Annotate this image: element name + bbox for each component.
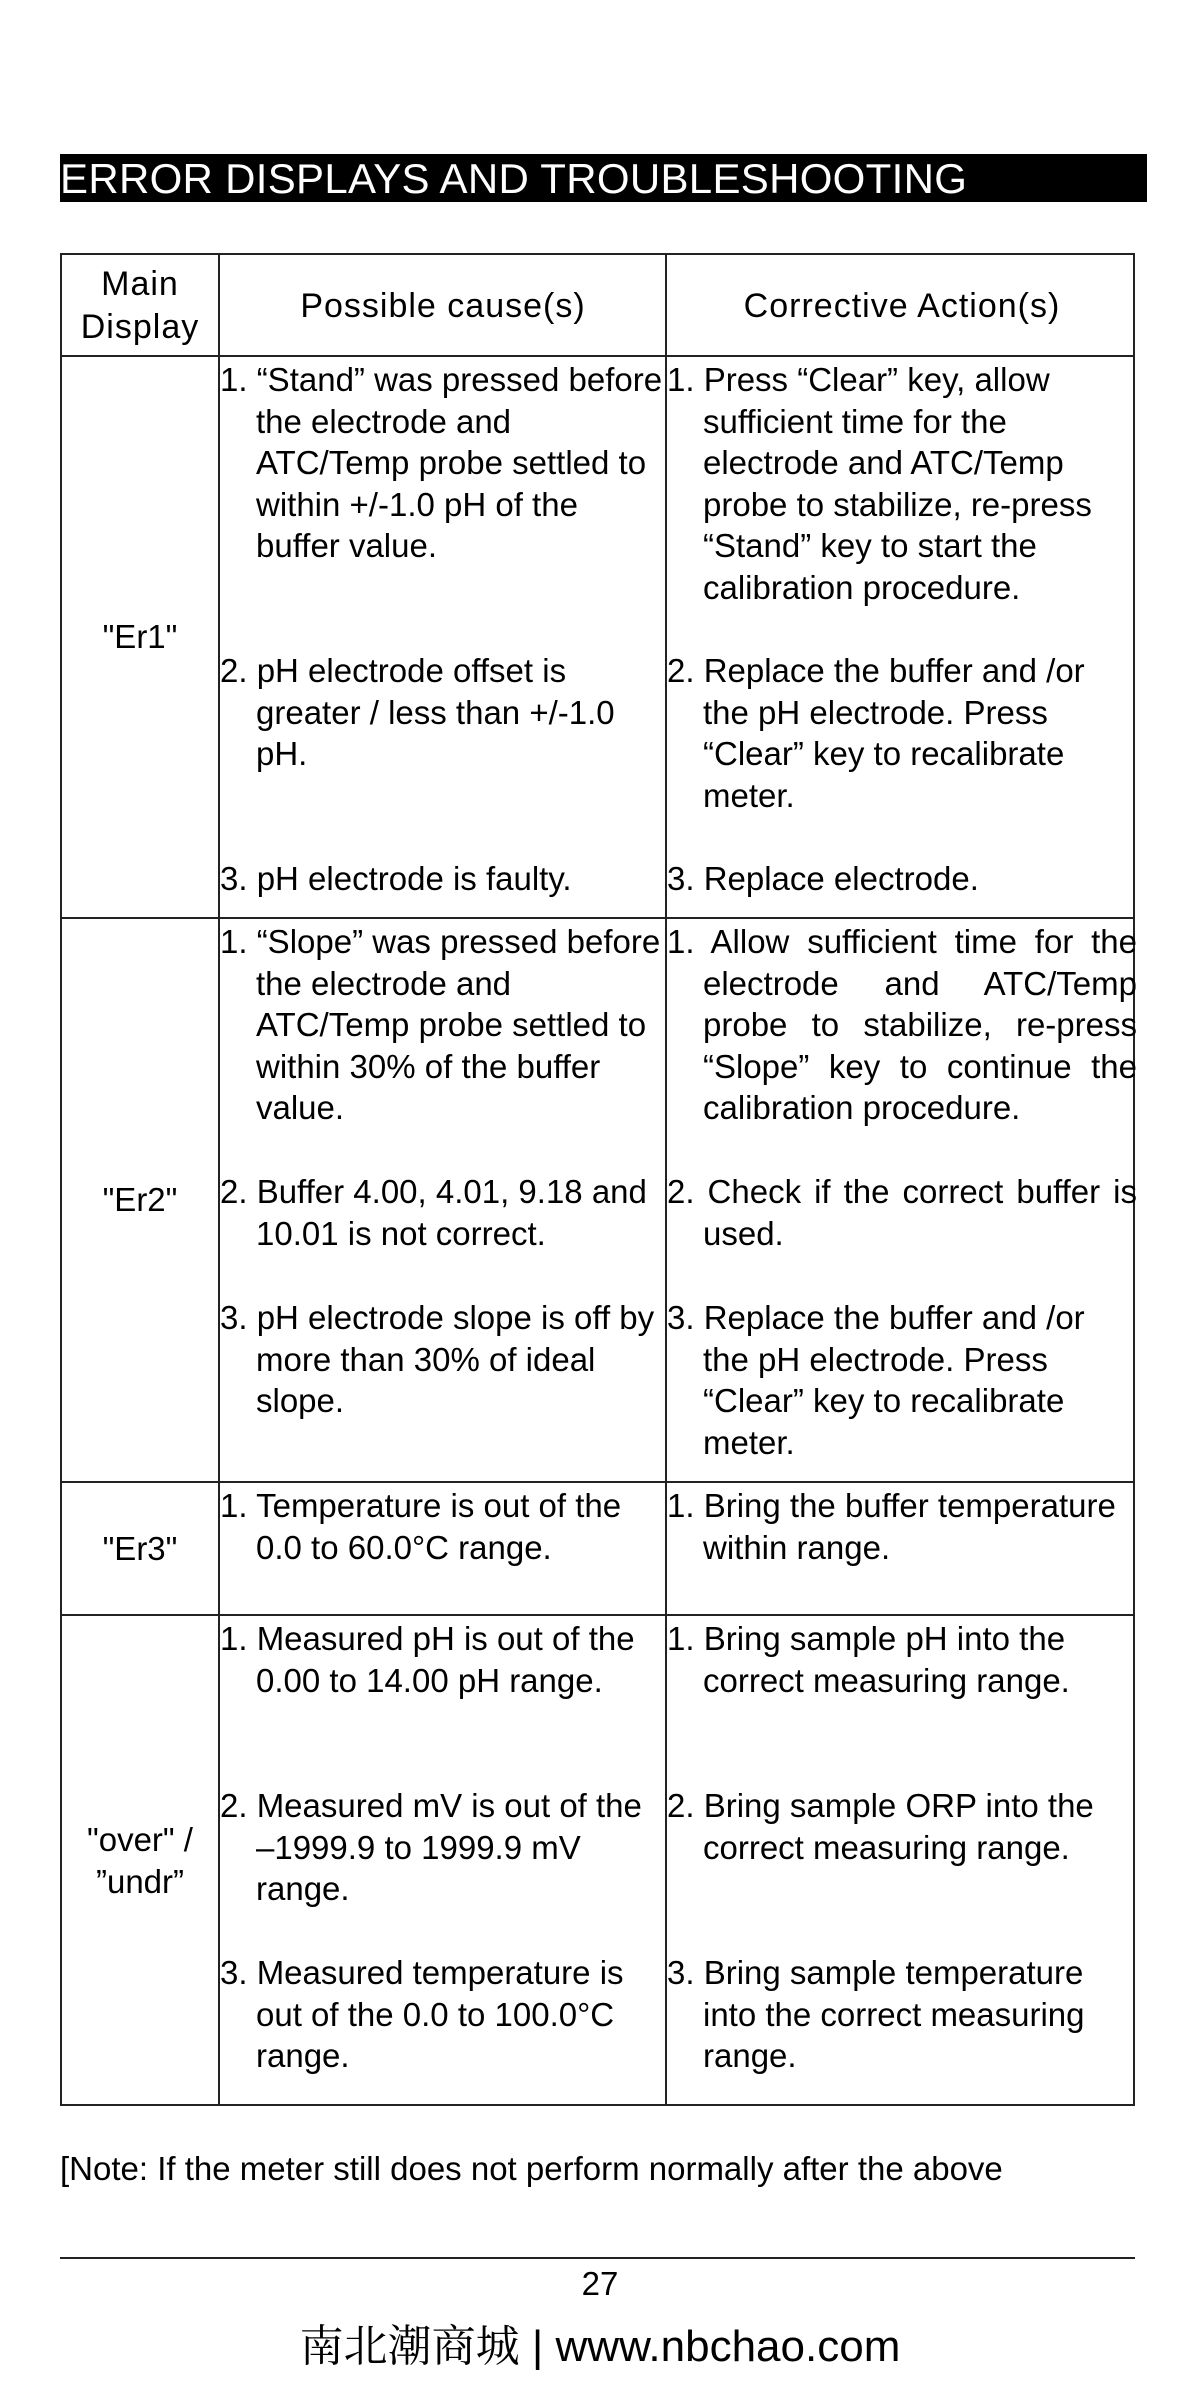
cause-item: 2. pH electrode offset is greater / less than +/-1.0 pH. [220, 652, 615, 772]
header-main-display: Main Display [80, 265, 200, 346]
action-item: 3. Replace electrode. [667, 860, 979, 897]
table-row-over-undr [62, 1616, 1133, 2106]
action-item: 1. Allow sufficient time for the electrode and ATC/Temp probe to stabilize, re-press “Slope” key to continue the calibration procedure. [667, 923, 1137, 1126]
action-item: 1. Bring sample pH into the correct measuring range. [667, 1620, 1070, 1699]
action-item: 2. Replace the buffer and /or the pH electrode. Press “Clear” key to recalibrate meter. [667, 652, 1085, 814]
cause-item: 1. “Stand” was pressed before the electrode and ATC/Temp probe settled to within +/-1.0 pH of the buffer value. [220, 361, 663, 564]
cause-item: 3. pH electrode slope is off by more than 30% of ideal slope. [220, 1299, 655, 1419]
main-display-code: "Er3" [102, 1529, 178, 1567]
action-item: 1. Press “Clear” key, allow sufficient time for the electrode and ATC/Temp probe to stabilize, re-press “Stand” key to start the calibration procedure. [667, 361, 1092, 606]
cause-item: 3. Measured temperature is out of the 0.0 to 100.0°C range. [220, 1954, 624, 2074]
watermark: 南北潮商城 | www.nbchao.com [299, 2322, 901, 2371]
cause-item: 1. Temperature is out of the 0.0 to 60.0°C range. [220, 1487, 622, 1566]
main-display-code: "Er2" [102, 1181, 178, 1218]
header-possible-causes: Possible cause(s) [300, 286, 586, 325]
action-item: 2. Bring sample ORP into the correct measuring range. [667, 1787, 1094, 1866]
cause-item: 2. Buffer 4.00, 4.01, 9.18 and 10.01 is not correct. [220, 1173, 647, 1252]
main-display-code: "Er1" [102, 618, 178, 655]
page-number: 27 [581, 2265, 619, 2302]
cause-item: 2. Measured mV is out of the –1999.9 to 1999.9 mV range. [220, 1787, 642, 1907]
table-row-er3 [62, 1483, 1133, 1614]
note-text: [Note: If the meter still does not perform normally after the above [60, 2150, 1003, 2187]
table-row-er2 [62, 919, 1137, 1481]
action-item: 3. Bring sample temperature into the correct measuring range. [667, 1954, 1085, 2074]
header-corrective-actions: Corrective Action(s) [743, 286, 1061, 325]
action-item: 1. Bring the buffer temperature within range. [667, 1487, 1116, 1566]
cause-item: 1. “Slope” was pressed before the electrode and ATC/Temp probe settled to within 30% of the buffer value. [220, 923, 661, 1126]
main-display-code: "over" / ”undr” [87, 1821, 193, 1900]
action-item: 2. Check if the correct buffer is used. [667, 1173, 1137, 1252]
footer-divider [60, 2257, 1135, 2259]
cause-item: 3. pH electrode is faulty. [220, 860, 572, 897]
troubleshooting-table [60, 253, 1135, 2106]
table-row-er1 [62, 357, 1133, 917]
action-item: 3. Replace the buffer and /or the pH electrode. Press “Clear” key to recalibrate meter. [667, 1299, 1085, 1461]
section-title: ERROR DISPLAYS AND TROUBLESHOOTING [60, 154, 1147, 202]
cause-item: 1. Measured pH is out of the 0.00 to 14.00 pH range. [220, 1620, 635, 1699]
